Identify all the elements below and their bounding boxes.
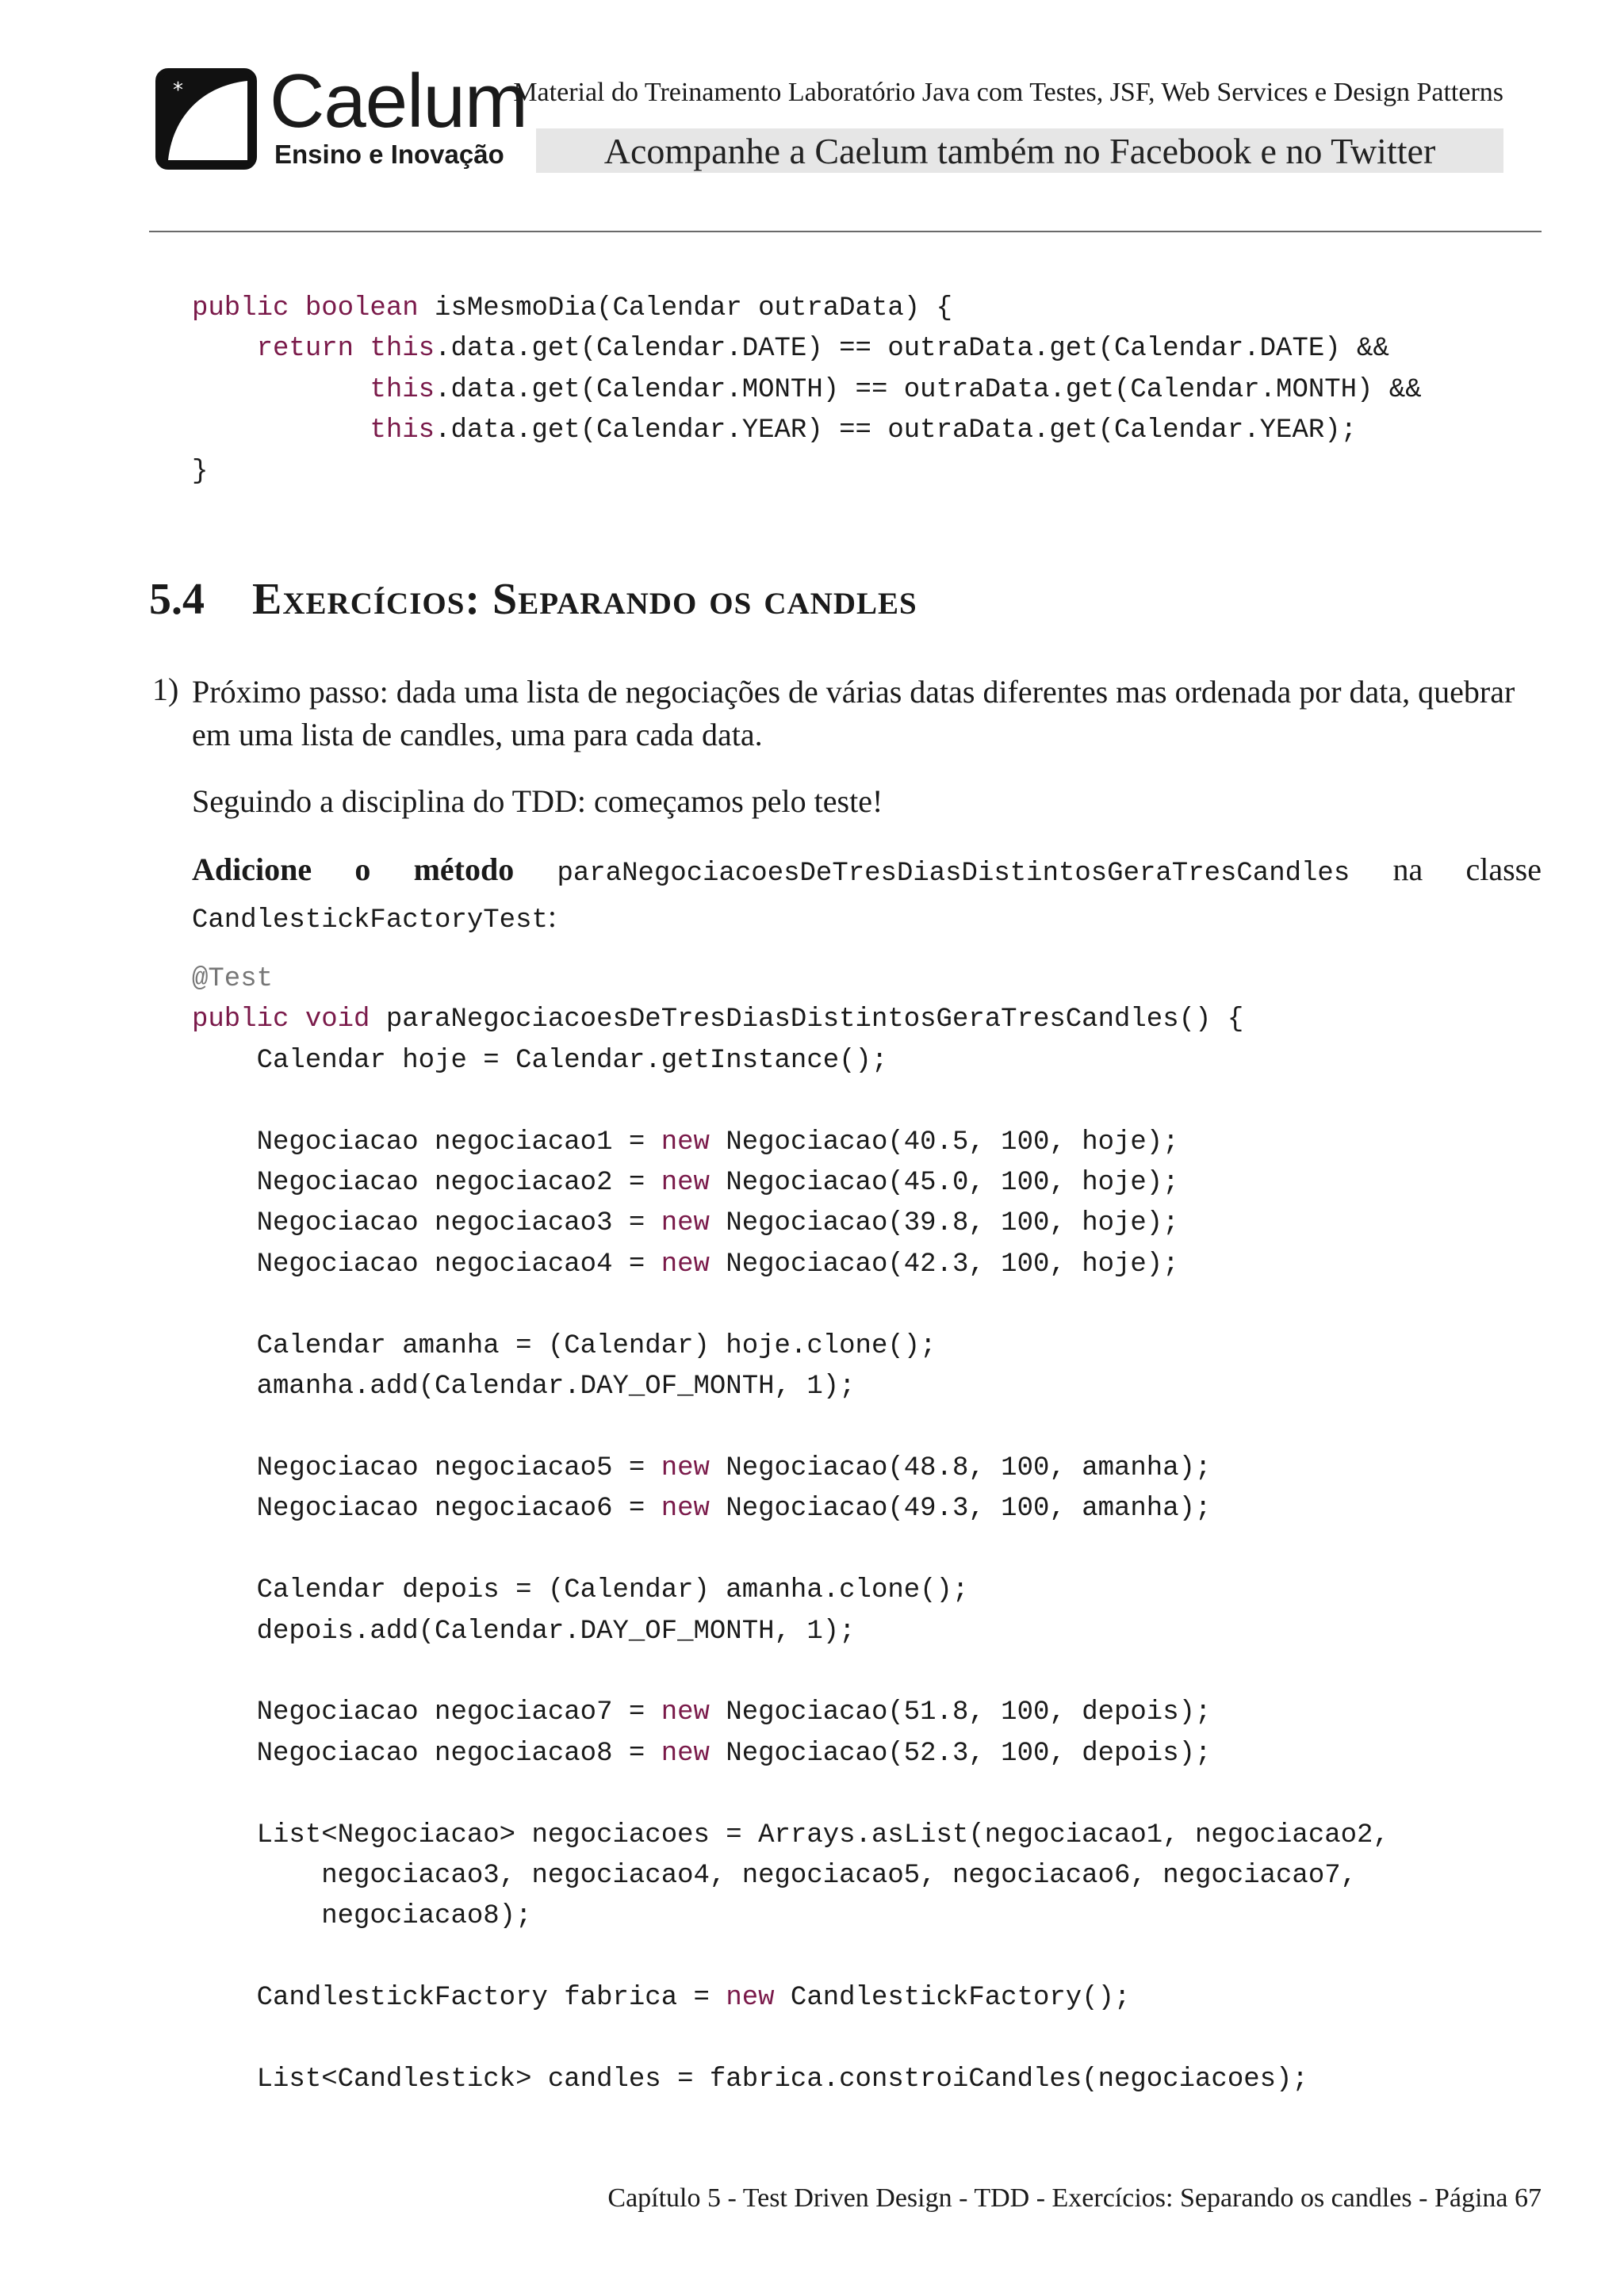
caelum-logo [155,59,527,176]
code-text: Negociacao(40.5, 100, hoje); [709,1127,1179,1158]
svg-text:*: * [173,78,183,102]
code-text: Negociacao(49.3, 100, amanha); [709,1494,1212,1525]
code-text: Negociacao negociacao1 = [192,1127,661,1158]
code-line [192,1494,1211,1524]
training-title: Material do Treinamento Laboratório Java com Testes, JSF, Web Services e Design Patterns [513,78,1503,107]
code-keyword: new [661,1127,710,1158]
code-text: CandlestickFactory(); [774,1983,1131,2014]
instruction-word: Adicione [192,851,312,887]
code-line [192,1208,1179,1238]
code-text: negociacao3, negociacao4, negociacao5, negociacao6, negociacao7, [192,1860,1358,1891]
exercise-instruction [192,848,1542,942]
code-keyword: new [661,1697,710,1728]
code-text [192,334,257,364]
code-line [192,334,1389,364]
follow-banner [536,128,1503,173]
code-keyword: public void [192,1004,370,1035]
code-text: Negociacao(45.0, 100, hoje); [709,1168,1179,1199]
section-number: 5.4 [149,575,205,624]
header-divider [149,231,1542,232]
code-line [192,1372,856,1402]
code-keyword: this [370,415,435,446]
code-text: Negociacao negociacao7 = [192,1697,661,1728]
code-keyword: new [661,1168,710,1199]
code-line [192,1739,1211,1769]
code-keyword: new [661,1208,710,1239]
code-text: Negociacao(48.8, 100, amanha); [709,1452,1212,1483]
exercise-intro: Próximo passo: dada uma lista de negociações de várias datas diferentes mas ordenada por data, quebrar em uma lista de candles, uma para cada data. [192,674,1515,752]
code-text: Negociacao(51.8, 100, depois); [709,1697,1212,1728]
code-text: paraNegociacoesDeTresDiasDistintosGeraTresCandles() { [370,1004,1244,1035]
code-text: Negociacao negociacao8 = [192,1738,661,1769]
code-line [192,1331,936,1361]
section-title: Exercícios: Separando os candles [252,575,917,624]
code-line [192,1983,1130,2013]
instruction-word: o [354,851,371,887]
code-text: Negociacao(42.3, 100, hoje); [709,1249,1179,1280]
logo-tagline: Ensino e Inovação [274,140,504,169]
code-text [192,415,370,446]
code-line [192,1575,968,1605]
code-text: negociacao8); [192,1901,532,1932]
code-line [192,1820,1389,1850]
code-line [192,375,1422,405]
logo-wordmark: Caelum [270,59,527,144]
code-text: Calendar hoje = Calendar.getInstance(); [192,1045,888,1076]
code-text: Negociacao negociacao6 = [192,1494,661,1525]
code-keyword: return this [256,334,435,365]
code-line [192,1046,887,1076]
code-text: Negociacao(52.3, 100, depois); [709,1738,1212,1769]
code-line [192,1901,531,1931]
code-text: isMesmoDia(Calendar outraData) { [418,293,952,323]
code-keyword: new [661,1494,710,1525]
follow-text: Acompanhe a Caelum também no Facebook e no Twitter [603,131,1436,171]
code-text: Negociacao negociacao2 = [192,1168,661,1199]
code-line [192,964,273,994]
code-line [192,1004,1243,1035]
code-line [192,1697,1211,1728]
instruction-word: método [413,851,515,887]
code-line [192,1861,1357,1891]
code-text: .data.get(Calendar.DATE) == outraData.get(Calendar.DATE) && [435,334,1389,365]
code-keyword: this [370,374,435,405]
code-text: Calendar depois = (Calendar) amanha.clone(); [192,1575,969,1606]
method-name: paraNegociacoesDeTresDiasDistintosGeraTresCandles [557,859,1350,889]
code-text: depois.add(Calendar.DAY_OF_MONTH, 1); [192,1616,856,1647]
code-line [192,415,1357,446]
exercise-number: 1) [152,672,179,707]
code-line [192,1168,1179,1198]
tdd-note: Seguindo a disciplina do TDD: começamos pelo teste! [192,783,883,819]
instruction-suffix: : [547,898,557,934]
code-text: List<Candlestick> candles = fabrica.constroiCandles(negociacoes); [192,2064,1308,2095]
code-text: Negociacao negociacao4 = [192,1249,661,1280]
code-text: } [192,456,209,487]
code-text: Calendar amanha = (Calendar) hoje.clone(); [192,1330,936,1361]
code-text: Negociacao negociacao3 = [192,1208,661,1239]
caelum-logo-icon [155,68,257,170]
code-text: List<Negociacao> negociacoes = Arrays.asList(negociacao1, negociacao2, [192,1820,1389,1850]
code-line [192,1127,1179,1158]
instruction-word: na [1392,851,1423,887]
code-text: .data.get(Calendar.MONTH) == outraData.get(Calendar.MONTH) && [435,374,1422,405]
instruction-word: classe [1465,851,1542,887]
code-line [192,1617,856,1647]
code-line [192,293,952,323]
code-text: CandlestickFactory fabrica = [192,1983,726,2014]
code-annotation: @Test [192,964,274,994]
code-line [192,457,208,487]
code-keyword: new [661,1738,710,1769]
code-text [192,375,370,405]
code-text: amanha.add(Calendar.DAY_OF_MONTH, 1); [192,1372,856,1402]
code-keyword: new [661,1249,710,1280]
code-text: Negociacao(39.8, 100, hoje); [709,1208,1179,1239]
code-line [192,1453,1211,1483]
code-text: .data.get(Calendar.YEAR) == outraData.get(Calendar.YEAR); [435,415,1358,446]
class-name: CandlestickFactoryTest [192,905,548,936]
code-keyword: public boolean [192,293,419,323]
code-block-is-mesmo-dia [192,289,1422,492]
code-line [192,1249,1179,1280]
code-keyword: new [726,1983,775,2014]
code-keyword: new [661,1452,710,1483]
page-footer: Capítulo 5 - Test Driven Design - TDD - Exercícios: Separando os candles - Página 67 [607,2183,1542,2213]
code-line [192,2064,1308,2095]
code-block-test-method [192,959,1389,2100]
code-text: Negociacao negociacao5 = [192,1452,661,1483]
